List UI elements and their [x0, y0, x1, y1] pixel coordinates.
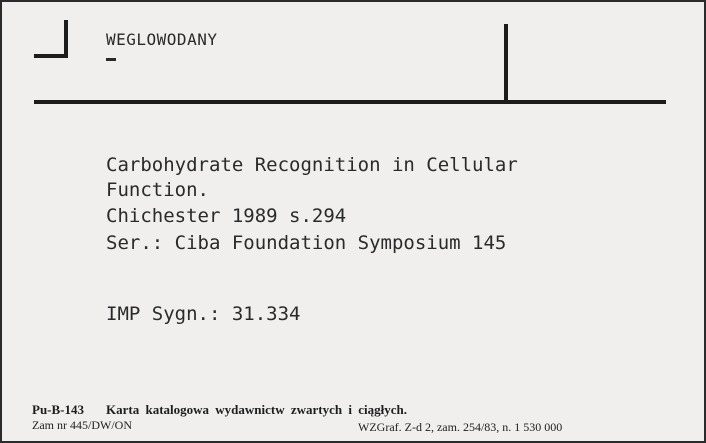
series-line: Ser.: Ciba Foundation Symposium 145 [106, 232, 507, 254]
corner-mark-horizontal [34, 54, 68, 58]
printer-info: WZGraf. Z-d 2, zam. 254/83, n. 1 530 000 [358, 420, 563, 434]
header-horizontal-rule [34, 100, 666, 104]
subject-heading: WEGLOWODANY [106, 30, 218, 49]
order-number: Zam nr 445/DW/ON [32, 418, 132, 432]
call-number: IMP Sygn.: 31.334 [106, 303, 301, 325]
title-line-2: Function. [106, 179, 209, 201]
corner-mark-vertical [64, 20, 68, 58]
catalog-card [2, 2, 704, 441]
header-vertical-rule [504, 24, 508, 104]
subject-dash [106, 58, 116, 61]
form-code: Pu-B-143 [32, 402, 84, 417]
form-description: Karta katalogowa wydawnictw zwartych i ciągłych. [106, 402, 407, 417]
title-line-1: Carbohydrate Recognition in Cellular [106, 154, 518, 176]
imprint-line: Chichester 1989 s.294 [106, 205, 347, 227]
